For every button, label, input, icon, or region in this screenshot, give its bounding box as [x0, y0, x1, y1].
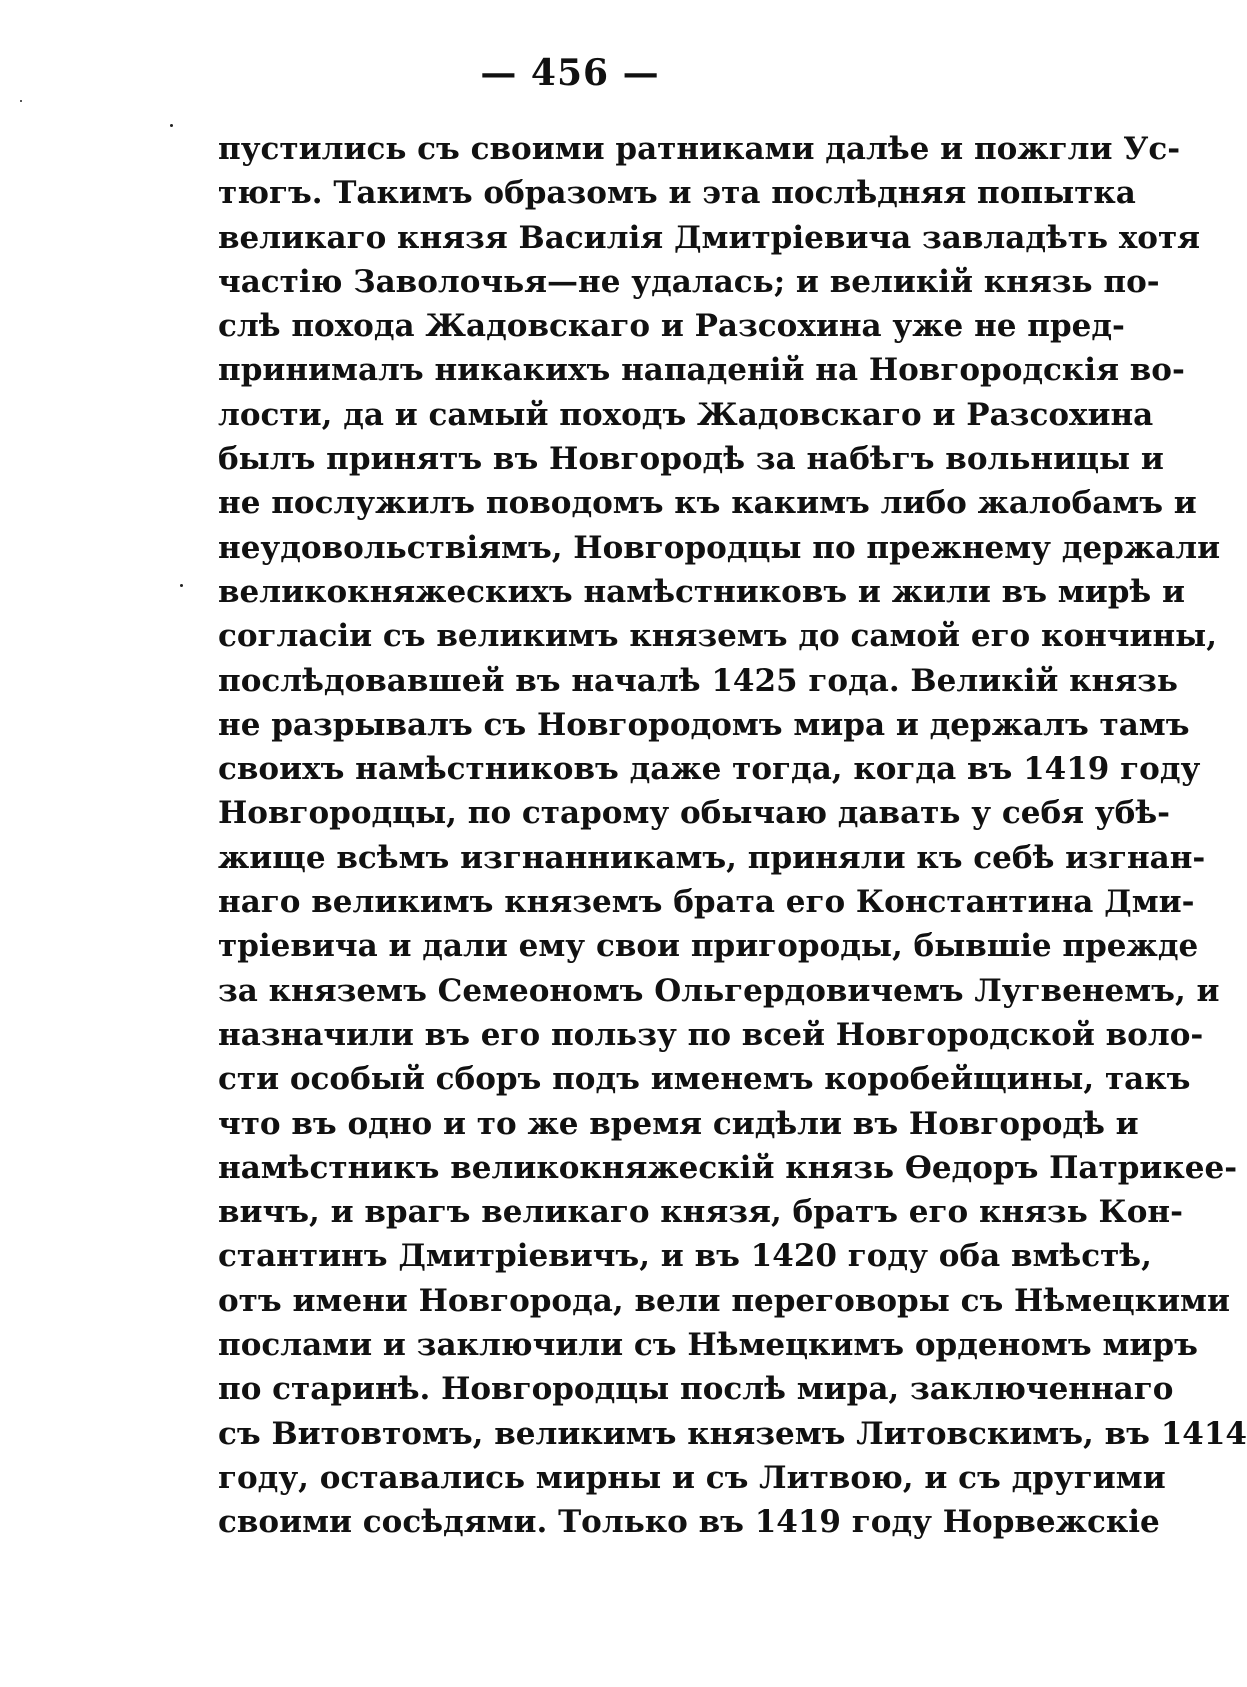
text-line: частію Заволочья—не удалась; и великій князь по-: [218, 263, 1160, 300]
text-line: вичъ, и врагъ великаго князя, братъ его князь Кон-: [218, 1194, 1183, 1231]
text-line: лости, да и самый походъ Жадовскаго и Разсохина: [218, 396, 1154, 433]
text-line: за княземъ Семеономъ Ольгердовичемъ Лугвенемъ, и: [218, 972, 1220, 1009]
text-line: великаго князя Василія Дмитріевича завладѣть хотя: [218, 219, 1201, 256]
text-line: намѣстникъ великокняжескій князь Ѳедоръ Патрикее-: [218, 1149, 1238, 1186]
text-line: не разрывалъ съ Новгородомъ мира и держалъ тамъ: [218, 706, 1190, 743]
text-line: послѣдовавшей въ началѣ 1425 года. Великій князь: [218, 662, 1178, 699]
text-line: стантинъ Дмитріевичъ, и въ 1420 году оба вмѣстѣ,: [218, 1238, 1152, 1275]
margin-speck: [180, 584, 183, 587]
text-line: назначили въ его пользу по всей Новгородской воло-: [218, 1016, 1204, 1053]
text-line: не послужилъ поводомъ къ какимъ либо жалобамъ и: [218, 485, 1197, 522]
text-line: году, оставались мирны и съ Литвою, и съ другими: [218, 1459, 1166, 1496]
margin-speck: [20, 100, 22, 102]
text-line: по старинѣ. Новгородцы послѣ мира, заключеннаго: [218, 1371, 1174, 1408]
page-number: — 456 —: [480, 52, 660, 94]
body-text: [218, 127, 1247, 1545]
text-line: великокняжескихъ намѣстниковъ и жили въ мирѣ и: [218, 573, 1185, 610]
text-line: слѣ похода Жадовскаго и Разсохина уже не пред-: [218, 308, 1125, 345]
text-line: Новгородцы, по старому обычаю давать у себя убѣ-: [218, 795, 1170, 832]
text-line: былъ принятъ въ Новгородѣ за набѣгъ вольницы и: [218, 441, 1164, 478]
text-line: неудовольствіямъ, Новгородцы по прежнему держали: [218, 529, 1221, 566]
text-line: наго великимъ княземъ брата его Константина Дми-: [218, 884, 1195, 921]
text-line: пустились съ своими ратниками далѣе и пожгли Ус-: [218, 131, 1181, 167]
text-line: своими сосѣдями. Только въ 1419 году Норвежскіе: [218, 1504, 1160, 1541]
text-line: сти особый сборъ подъ именемъ коробейщины, такъ: [218, 1061, 1191, 1098]
text-line: отъ имени Новгорода, вели переговоры съ Нѣмецкими: [218, 1282, 1230, 1319]
text-line: тюгъ. Такимъ образомъ и эта послѣдняя попытка: [218, 175, 1136, 212]
text-line: тріевича и дали ему свои пригороды, бывшіе прежде: [218, 928, 1199, 965]
text-line: послами и заключили съ Нѣмецкимъ орденомъ миръ: [218, 1327, 1198, 1364]
text-line: съ Витовтомъ, великимъ княземъ Литовскимъ, въ 1414: [218, 1415, 1247, 1452]
text-line: принималъ никакихъ нападеній на Новгородскія во-: [218, 352, 1185, 389]
text-line: жище всѣмъ изгнанникамъ, приняли къ себѣ изгнан-: [218, 839, 1206, 876]
text-line: согласіи съ великимъ княземъ до самой его кончины,: [218, 618, 1218, 655]
text-line: своихъ намѣстниковъ даже тогда, когда въ 1419 году: [218, 751, 1201, 788]
margin-speck: [170, 124, 173, 127]
text-line: что въ одно и то же время сидѣли въ Новгородѣ и: [218, 1105, 1139, 1142]
